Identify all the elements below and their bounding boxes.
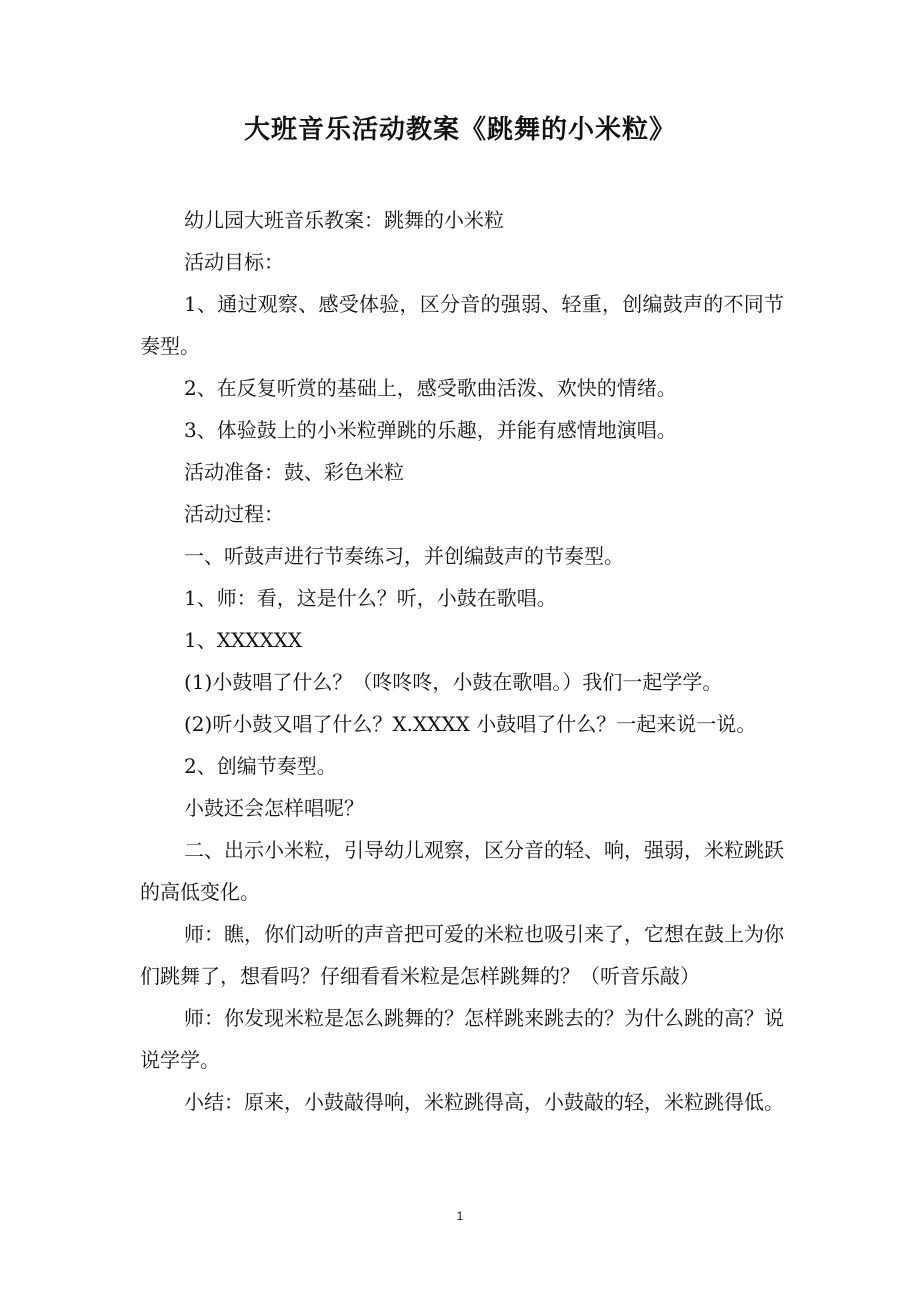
- paragraph-drum-question: 小鼓还会怎样唱呢？: [184, 796, 364, 820]
- page-number: 1: [456, 1209, 464, 1223]
- paragraph-process-heading: 活动过程：: [184, 502, 284, 526]
- paragraph-summary: 小结：原来，小鼓敲得响，米粒跳得高，小鼓敲的轻，米粒跳得低。: [184, 1090, 784, 1114]
- paragraph-preparation: 活动准备：鼓、彩色米粒: [184, 460, 404, 484]
- paragraph-step-2: 2、创编节奏型。: [184, 754, 337, 778]
- paragraph-goal-2: 2、在反复听赏的基础上，感受歌曲活泼、欢快的情绪。: [184, 376, 677, 400]
- paragraph-question-2: (2)听小鼓又唱了什么？X.XXXX 小鼓唱了什么？一起来说一说。: [184, 712, 757, 736]
- paragraph-teacher-2: 师：你发现米粒是怎么跳舞的？怎样跳来跳去的？为什么跳的高？说说学学。: [140, 1006, 784, 1072]
- paragraph-goal-1: 1、通过观察、感受体验，区分音的强弱、轻重，创编鼓声的不同节奏型。: [140, 292, 784, 358]
- document-title: 大班音乐活动教案《跳舞的小米粒》: [243, 115, 676, 145]
- paragraph-goals-heading: 活动目标：: [184, 250, 284, 274]
- paragraph-rhythm-1: 1、XXXXXX: [184, 628, 303, 652]
- paragraph-step-1: 1、师：看，这是什么？听，小鼓在歌唱。: [184, 586, 557, 610]
- paragraph-question-1: (1)小鼓唱了什么？（咚咚咚，小鼓在歌唱。）我们一起学学。: [184, 670, 723, 694]
- document-body: [140, 199, 784, 1123]
- paragraph-intro: 幼儿园大班音乐教案：跳舞的小米粒: [184, 208, 504, 232]
- paragraph-goal-3: 3、体验鼓上的小米粒弹跳的乐趣，并能有感情地演唱。: [184, 418, 677, 442]
- paragraph-section-2: 二、出示小米粒，引导幼儿观察，区分音的轻、响，强弱，米粒跳跃的高低变化。: [140, 838, 784, 904]
- paragraph-section-1: 一、听鼓声进行节奏练习，并创编鼓声的节奏型。: [184, 544, 624, 568]
- paragraph-teacher-1: 师：瞧，你们动听的声音把可爱的米粒也吸引来了，它想在鼓上为你们跳舞了，想看吗？仔细看看米粒是怎样跳舞的？（听音乐敲）: [140, 922, 784, 988]
